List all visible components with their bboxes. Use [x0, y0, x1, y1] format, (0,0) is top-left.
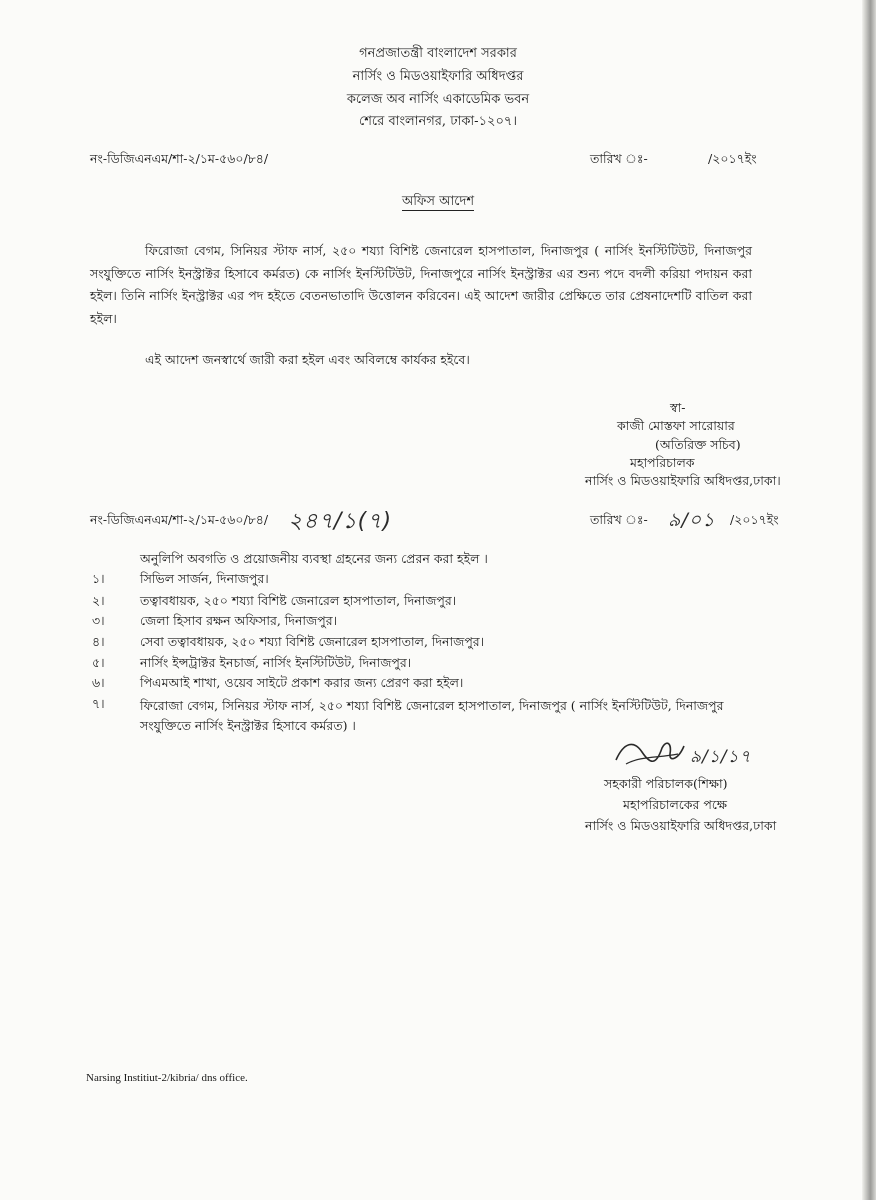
page-edge-shadow — [862, 0, 876, 1200]
signature1-designation: (অতিরিক্ত সচিব) — [655, 437, 741, 452]
handwritten-signature — [612, 736, 692, 770]
order-title: অফিস আদেশ — [401, 194, 475, 209]
header-government: গনপ্রজাতন্ত্রী বাংলাদেশ সরকার — [359, 46, 517, 61]
distribution-item-text: তত্বাবধায়ক, ২৫০ শয্যা বিশিষ্ট জেনারেল হাসপাতাল, দিনাজপুর। — [140, 593, 457, 608]
distribution-item-text: সিভিল সার্জন, দিনাজপুর। — [140, 571, 269, 586]
memo2-date-label: তারিখ ঃ- — [590, 512, 648, 527]
memo2-handwritten-date: ৯/০১ — [668, 509, 716, 531]
header-directorate: নার্সিং ও মিডওয়াইফারি অধিদপ্তর — [352, 69, 524, 84]
memo1-reference: নং-ডিজিএনএম/শা-২/১ম-৫৬০/৮৪/ — [90, 151, 269, 166]
header-building: কলেজ অব নার্সিং একাডেমিক ভবন — [346, 92, 530, 107]
memo2-date-suffix: /২০১৭ইং — [730, 512, 779, 527]
distribution-item-text: জেলা হিসাব রক্ষন অফিসার, দিনাজপুর। — [140, 613, 338, 628]
distribution-item-number: ১। — [92, 571, 105, 586]
order-closing: এই আদেশ জনস্বার্থে জারী করা হইল এবং অবিলম্বে কার্যকর হইবে। — [145, 352, 470, 367]
distribution-item-number: ২। — [92, 593, 105, 608]
distribution-item-number: ৩। — [92, 613, 105, 628]
memo1-date-value: /২০১৭ইং — [708, 151, 757, 166]
footer-file-path: Narsing Institiut-2/kibria/ dns office. — [86, 1072, 248, 1084]
distribution-item-number: ৫। — [92, 655, 105, 670]
distribution-intro: অনুলিপি অবগতি ও প্রয়োজনীয় ব্যবস্থা গ্রহনের জন্য প্রেরন করা হইল । — [140, 551, 488, 566]
distribution-item-text: পিএমআই শাখা, ওয়েব সাইটে প্রকাশ করার জন্য প্রেরণ করা হইল। — [140, 675, 464, 690]
distribution-item-number: ৬। — [92, 675, 105, 690]
memo1-date-label: তারিখ ঃ- — [590, 151, 648, 166]
signature2-on-behalf: মহাপরিচালকের পক্ষে — [623, 797, 728, 812]
order-paragraph: ফিরোজা বেগম, সিনিয়র স্টাফ নার্স, ২৫০ শয্যা বিশিষ্ট জেনারেল হাসপাতাল, দিনাজপুর ( নার্সিং ইনস্টিটিউট, দিনাজপুর সংযুক্তিতে নার্সিং ইনস্ট্রাক্টর হিসাবে কর্মরত) কে নার্সিং ইনস্টিটিউট, দিনাজপুরে নার্সিং ইনস্ট্রাক্টর এর শুন্য পদে বদলী করিয়া পদায়ন করা হইল। তিনি নার্সিং ইনস্ট্রাক্টর এর পদ হইতে বেতনভাতাদি উত্তোলন করিবেন। এই আদেশ জারীর প্রেক্ষিতে তার প্রেষনাদেশটি বাতিল করা হইল। — [90, 243, 752, 326]
memo2-reference: নং-ডিজিএনএম/শা-২/১ম-৫৬০/৮৪/ — [90, 512, 269, 527]
distribution-item-text: নার্সিং ইন্সট্রাক্টর ইনচার্জ, নার্সিং ইনস্টিটিউট, দিনাজপুর। — [140, 655, 412, 670]
distribution-item-number: ৪। — [92, 634, 105, 649]
distribution-item-text: ফিরোজা বেগম, সিনিয়র স্টাফ নার্স, ২৫০ শয্যা বিশিষ্ট জেনারেল হাসপাতাল, দিনাজপুর ( নার্সিং ইনস্টিটিউট, দিনাজপুর সংযুক্তিতে নার্সিং ইনস্ট্রাক্টর হিসাবে কর্মরত) । — [140, 698, 724, 733]
signature1-sign: স্বা- — [670, 400, 686, 415]
signature2-designation: সহকারী পরিচালক(শিক্ষা) — [604, 776, 728, 791]
signature1-post: মহাপরিচালক — [630, 455, 695, 470]
distribution-item-text: সেবা তত্বাবধায়ক, ২৫০ শয্যা বিশিষ্ট জেনারেল হাসপাতাল, দিনাজপুর। — [140, 634, 485, 649]
header-address: শেরে বাংলানগর, ঢাকা-১২০৭। — [358, 114, 518, 129]
signature1-name: কাজী মোস্তফা সারোয়ার — [617, 418, 735, 433]
signature2-handwritten-date: ৯/১/১৭ — [690, 747, 752, 767]
memo2-handwritten-number: ২৪৭/১(৭) — [288, 509, 393, 534]
distribution-item-number: ৭। — [92, 696, 105, 711]
signature1-office: নার্সিং ও মিডওয়াইফারি অধিদপ্তর,ঢাকা। — [585, 473, 781, 488]
signature2-office: নার্সিং ও মিডওয়াইফারি অধিদপ্তর,ঢাকা — [585, 818, 777, 833]
